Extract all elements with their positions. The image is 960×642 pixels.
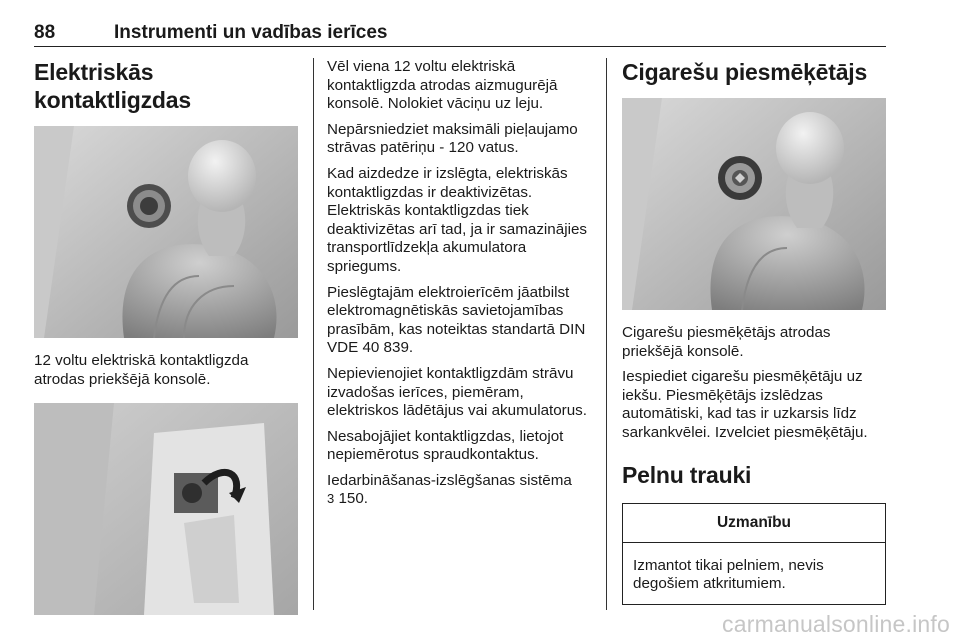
column-2	[327, 58, 595, 516]
column-divider-2	[606, 58, 607, 610]
caption-front-socket: 12 voltu elektriskā kontaktligzda atrodas priekšējā konsolē.	[34, 352, 249, 388]
column-divider-1	[313, 58, 314, 610]
paragraph: Nepievienojiet kontaktligzdām strāvu izvadošas ierīces, piemēram, elektriskos lādētājus vai akumulatorus.	[327, 364, 587, 420]
section-heading-lighter: Cigarešu piesmēķētājs	[622, 59, 868, 85]
caution-body: Izmantot tikai pelniem, nevis degošiem atkritumiem.	[633, 556, 824, 593]
paragraph: Pieslēgtajām elektroierīcēm jāatbilst elektromagnētiskās savietojamības prasībām, kas noteiktas standartā DIN VDE 40 839.	[327, 283, 586, 357]
section-heading-ashtrays: Pelnu trauki	[622, 461, 752, 488]
gear-knob-socket-illustration	[34, 126, 298, 338]
header-title: Instrumenti un vadības ierīces	[114, 22, 388, 43]
column-1	[34, 58, 298, 615]
column-3	[622, 58, 886, 605]
paragraph: Iespiediet cigarešu piesmēķētāju uz iekšu. Piesmēķētājs izslēdzas automātiski, kad tas ir uzkarsis līdz sarkankvēlei. Izvelciet piesmēķētāju.	[622, 368, 868, 441]
rear-console-socket-illustration	[34, 403, 298, 615]
page-number: 88	[34, 22, 56, 43]
paragraph: Cigarešu piesmēķētājs atrodas priekšējā konsolē.	[622, 324, 831, 360]
section-heading-sockets: Elektriskās kontaktligzdas	[34, 59, 191, 113]
figure-cigarette-lighter	[622, 98, 886, 310]
page-header	[34, 20, 886, 47]
paragraph: Kad aizdedze ir izslēgta, elektriskās kontaktligzdas ir deaktivizētas. Elektriskās kontaktligzdas tiek deaktivizētas arī tad, ja ir samazinājies transportlīdzekļa akumulatora spriegums.	[327, 164, 587, 275]
gear-knob-lighter-illustration	[622, 98, 886, 310]
figure-rear-socket	[34, 403, 298, 615]
start-stop-text: Iedarbināšanas-izslēgšanas sistēma	[327, 471, 572, 489]
paragraph-start-stop	[327, 472, 595, 509]
caution-title: Uzmanību	[623, 504, 885, 543]
caution-callout	[622, 503, 886, 605]
paragraph: Vēl viena 12 voltu elektriskā kontaktligzda atrodas aizmugurējā konsolē. Nolokiet vāciņu uz leju.	[327, 58, 558, 113]
reference-arrow-icon: 3	[327, 491, 335, 507]
paragraph: Nesabojājiet kontaktligzdas, lietojot nepiemērotus spraudkontaktus.	[327, 427, 564, 464]
watermark: carmanualsonline.info	[722, 611, 950, 637]
figure-front-socket	[34, 126, 298, 338]
paragraph: Nepārsniedziet maksimāli pieļaujamo strāvas patēriņu - 120 vatus.	[327, 120, 578, 157]
reference-page-link[interactable]: 150.	[338, 490, 369, 508]
